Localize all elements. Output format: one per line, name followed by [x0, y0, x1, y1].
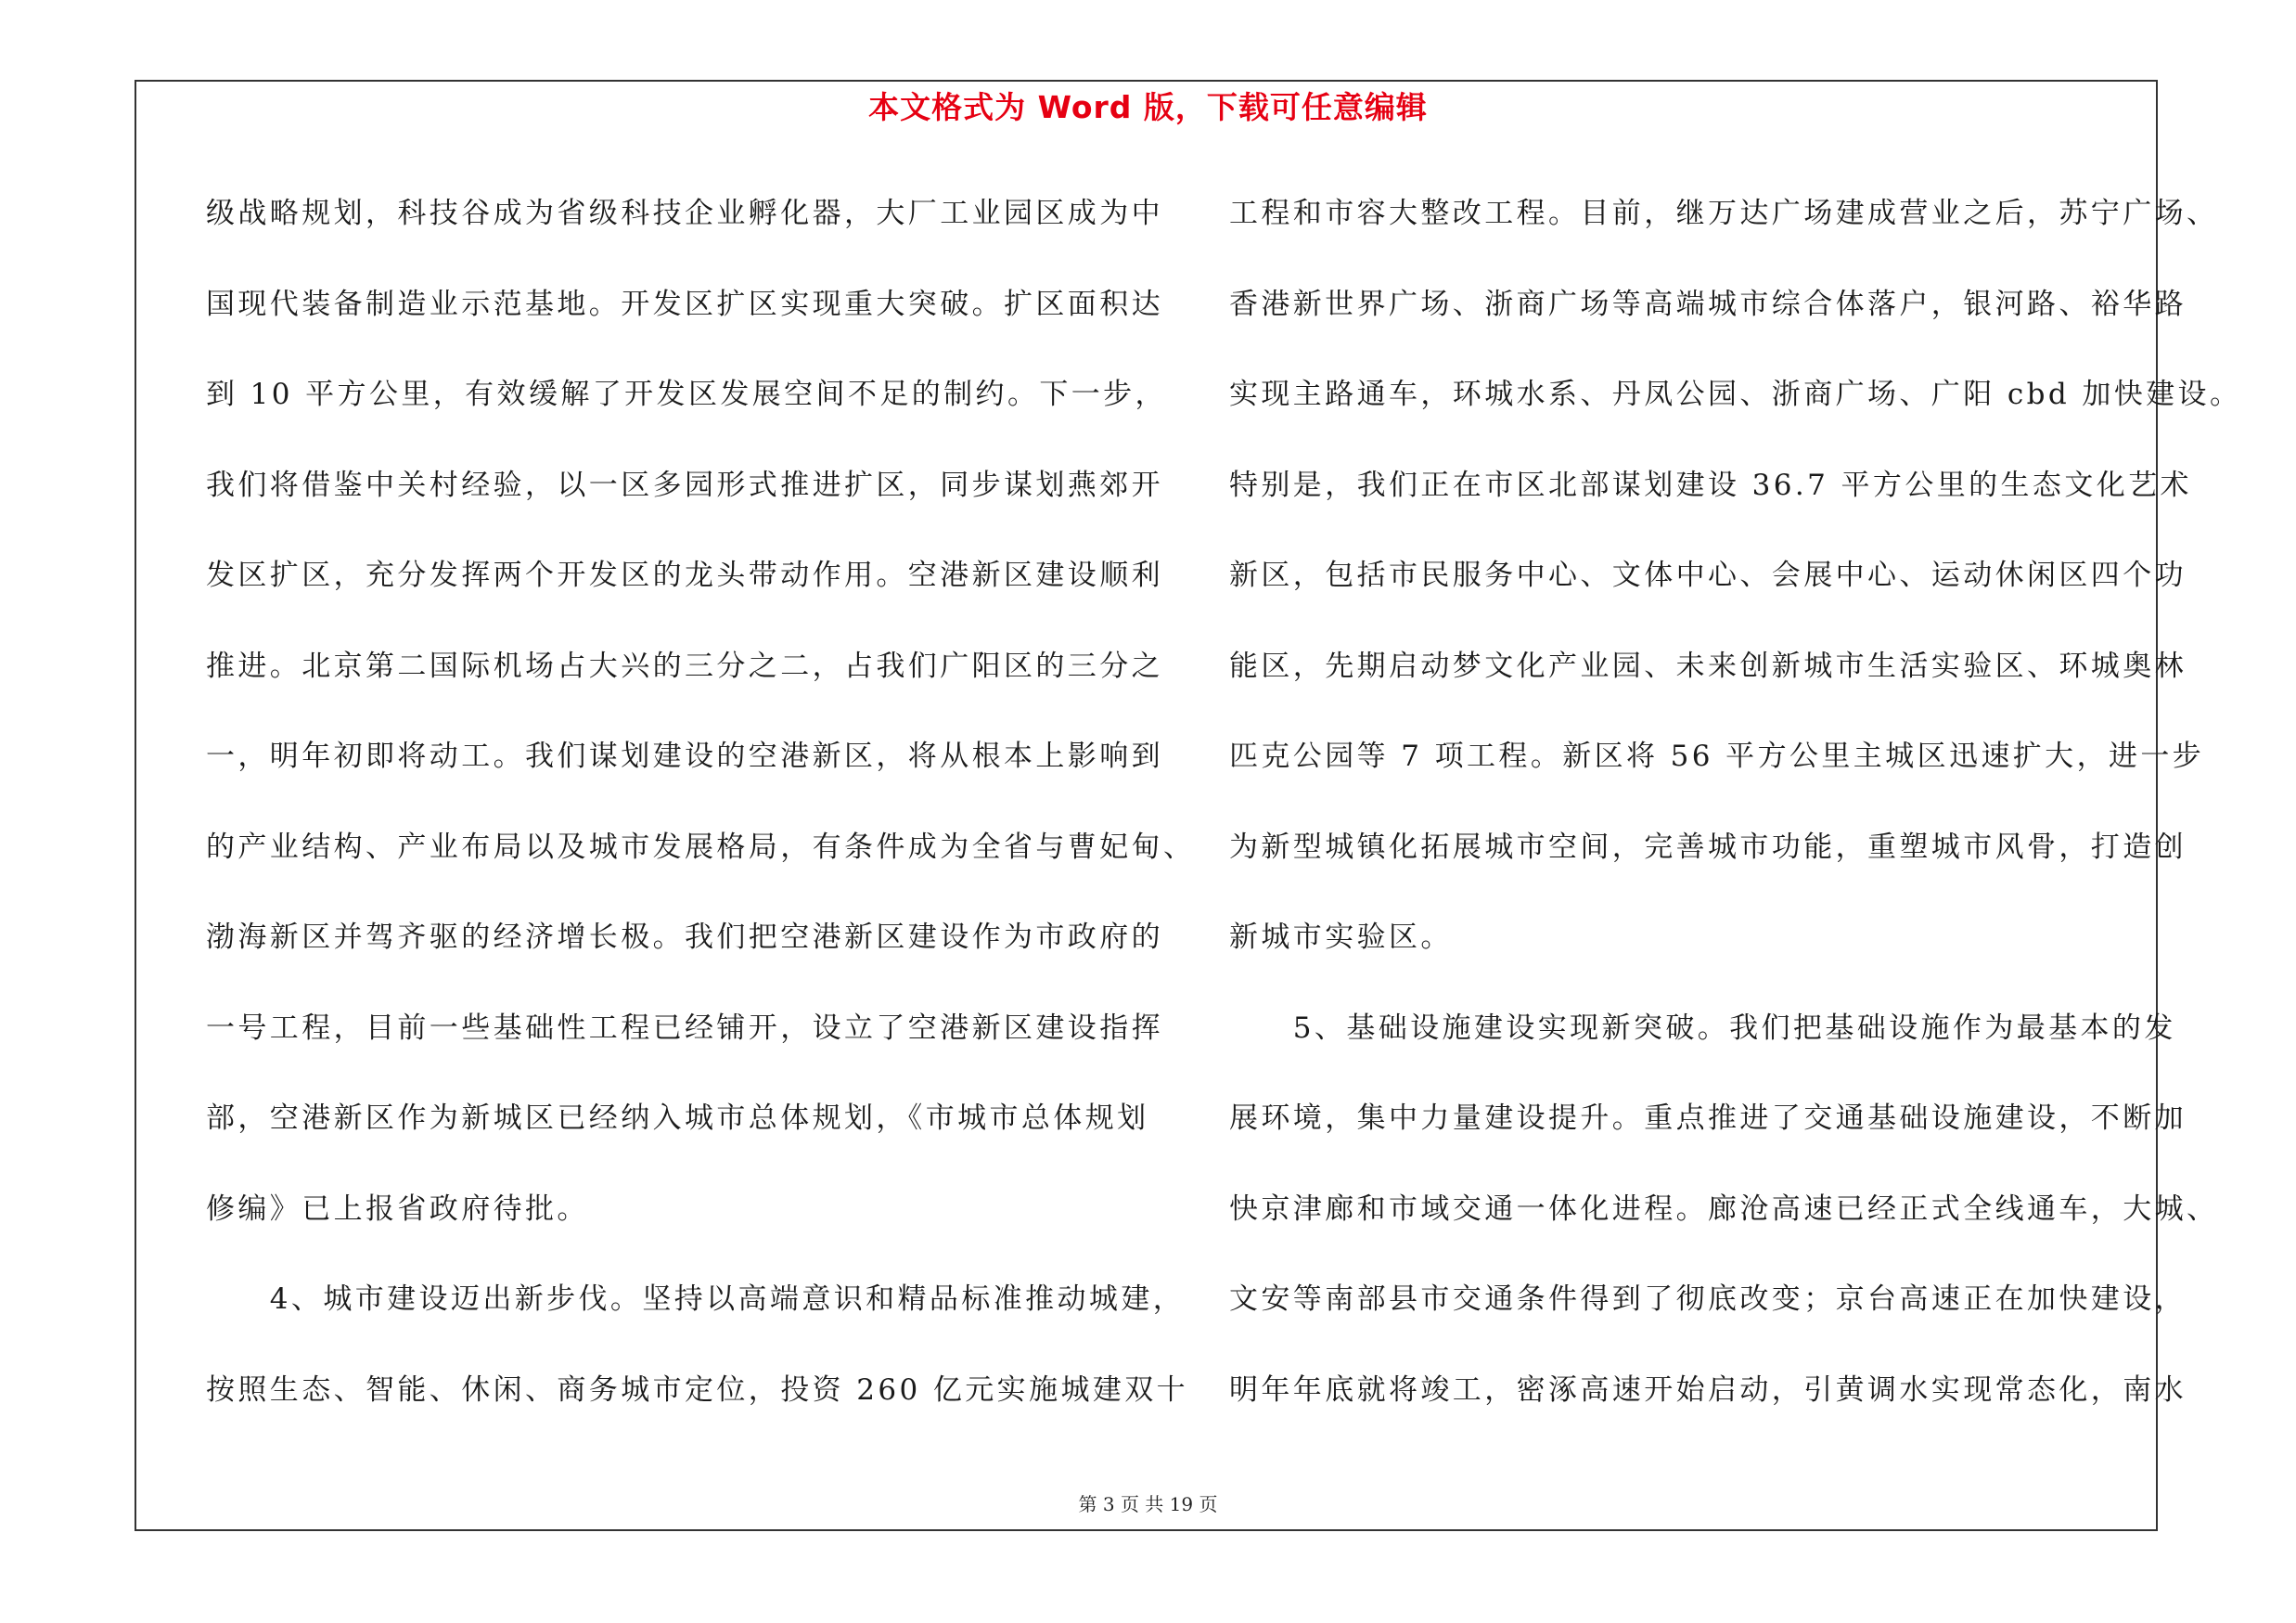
text-line: 特别是，我们正在市区北部谋划建设 36.7 平方公里的生态文化艺术: [1229, 468, 2192, 502]
text-line: 推进。北京第二国际机场占大兴的三分之二，占我们广阳区的三分之: [206, 649, 1163, 683]
text-line: 渤海新区并驾齐驱的经济增长极。我们把空港新区建设作为市政府的: [206, 921, 1163, 954]
page-number-footer: 第 3 页 共 19 页: [1078, 1493, 1218, 1515]
text-line: 部，空港新区作为新城区已经纳入城市总体规划，《市城市总体规划: [206, 1101, 1149, 1135]
text-line: 香港新世界广场、浙商广场等高端城市综合体落户，银河路、裕华路: [1229, 287, 2187, 321]
text-line: 新城市实验区。: [1229, 921, 1453, 954]
left-text-column: [206, 186, 1196, 1452]
right-text-column: [1229, 186, 2242, 1452]
text-line: 工程和市容大整改工程。目前，继万达广场建成营业之后，苏宁广场、: [1229, 197, 2219, 230]
text-line: 一，明年初即将动工。我们谋划建设的空港新区，将从根本上影响到: [206, 740, 1163, 773]
text-line: 的产业结构、产业布局以及城市发展格局，有条件成为全省与曹妃甸、: [206, 830, 1196, 864]
text-line: 明年年底就将竣工，密涿高速开始启动，引黄调水实现常态化，南水: [1229, 1372, 2187, 1407]
text-line: 新区，包括市民服务中心、文体中心、会展中心、运动休闲区四个功: [1229, 559, 2187, 592]
text-line: 能区，先期启动梦文化产业园、未来创新城市生活实验区、环城奥林: [1229, 649, 2187, 683]
text-line: 4、城市建设迈出新步伐。坚持以高端意识和精品标准推动城建，: [206, 1282, 1186, 1316]
text-line: 修编》已上报省政府待批。: [206, 1191, 589, 1226]
text-line: 为新型城镇化拓展城市空间，完善城市功能，重塑城市风骨，打造创: [1229, 830, 2187, 864]
text-line: 展环境，集中力量建设提升。重点推进了交通基础设施建设，不断加: [1229, 1101, 2187, 1135]
text-line: 到 10 平方公里，有效缓解了开发区发展空间不足的制约。下一步，: [206, 378, 1167, 411]
text-line: 匹克公园等 7 项工程。新区将 56 平方公里主城区迅速扩大，进一步: [1229, 740, 2205, 773]
text-line: 级战略规划，科技谷成为省级科技企业孵化器，大厂工业园区成为中: [206, 197, 1163, 230]
text-line: 发区扩区，充分发挥两个开发区的龙头带动作用。空港新区建设顺利: [206, 559, 1163, 592]
text-line: 实现主路通车，环城水系、丹凤公园、浙商广场、广阳 cbd 加快建设。: [1229, 378, 2242, 411]
text-line: 国现代装备制造业示范基地。开发区扩区实现重大突破。扩区面积达: [206, 287, 1163, 321]
text-line: 文安等南部县市交通条件得到了彻底改变；京台高速正在加快建设，: [1229, 1282, 2187, 1316]
document-header-title: 本文格式为 Word 版，下载可任意编辑: [868, 89, 1428, 125]
text-line: 按照生态、智能、休闲、商务城市定位，投资 260 亿元实施城建双十: [206, 1372, 1189, 1407]
text-line: 一号工程，目前一些基础性工程已经铺开，设立了空港新区建设指挥: [206, 1011, 1163, 1045]
text-line: 5、基础设施建设实现新突破。我们把基础设施作为最基本的发: [1229, 1011, 2176, 1045]
text-line: 快京津廊和市域交通一体化进程。廊沧高速已经正式全线通车，大城、: [1229, 1191, 2219, 1226]
text-line: 我们将借鉴中关村经验，以一区多园形式推进扩区，同步谋划燕郊开: [206, 468, 1163, 502]
